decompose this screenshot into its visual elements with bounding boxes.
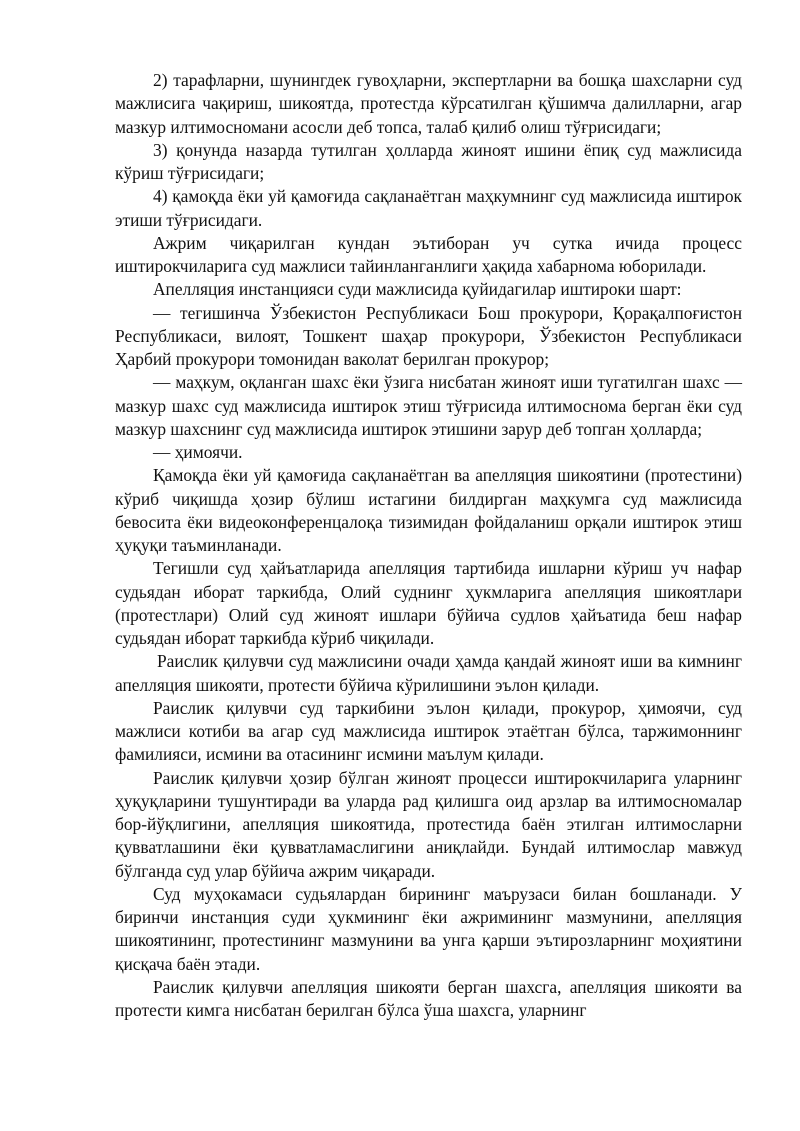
paragraph-dash-convict: — маҳкум, оқланган шахс ёки ўзига нисбатан жиноят иши тугатилган шахс — мазкур шахс суд мажлисида иштирок этиш тўғрисида илтимосномa берган ёки суд мазкур шахснинг суд мажлисида иштирок этишини зарур деб топган ҳолларда;: [115, 372, 742, 439]
paragraph-item-2: 2) тарафларни, шунингдек гувоҳларни, экспертларни ва бошқа шахсларни суд мажлисига чақириш, шикоятда, протестда кўрсатилган қўшимча далилларни, агар мазкур илтимосномани асосли деб топса, талаб қилиб олиш тўғрисидаги;: [115, 70, 742, 137]
document-page: [115, 69, 742, 1022]
paragraph-opening: Раислик қилувчи суд мажлисини очади ҳамда қандай жиноят иши ва кимнинг апелляция шикояти, протести бўйича кўрилишини эълон қилади.: [115, 651, 742, 695]
paragraph-participation-required: Апелляция инстанцияси суди мажлисида қуйидагилар иштироки шарт:: [153, 279, 682, 300]
paragraph-notification: Ажрим чиқарилган кундан эътиборан уч сутка ичида процесс иштирокчиларига суд мажлиси тайинланганлиги ҳақида хабарнома юборилади.: [115, 232, 742, 276]
paragraph-dash-prosecutor: — тегишинча Ўзбекистон Республикаси Бош прокурори, Қорақалпоғистон Республикаси, вилоят, Тошкент шаҳар прокурори, Ўзбекистон Республикаси Ҳарбий прокурори томонидан ваколат берилган прокурор;: [115, 302, 742, 369]
paragraph-court-composition: Тегишли суд ҳайъатларида апелляция тартибида ишларни кўриш уч нафар судьядан иборат таркибда, Олий суднинг ҳукмларига апелляция шикоятлари (протестлари) Олий суд жиноят ишлари бўйича судлов ҳайъатида беш нафар судьядан иборат таркибда кўриб чиқилади.: [115, 558, 742, 648]
paragraph-item-3: 3) қонунда назарда тутилган ҳолларда жиноят ишини ёпиқ суд мажлисида кўриш тўғрисидаги;: [115, 139, 742, 183]
paragraph-report: Суд муҳокамаси судьялардан бирининг маърузаси билан бошланади. У биринчи инстанция суди ҳукмининг ёки ажримининг мазмунини, апелляция шикоятининг, протестининг мазмунини ва унга қарши эътирозларнинг моҳиятини қисқача баён этади.: [115, 883, 742, 974]
paragraph-presiding-continues: Раислик қилувчи апелляция шикояти берган шахсга, апелляция шикояти ва протести кимга нисбатан берилган бўлса ўша шахсга, уларнинг: [115, 976, 742, 1020]
paragraph-rights-explanation: Раислик қилувчи ҳозир бўлган жиноят процесси иштирокчиларига уларнинг ҳуқуқларини тушунтиради ва уларда рад қилишга оид арзлар ва илтимосномалар бор-йўқлигини, апелляция шикоятида, протестида баён этилган илтимосларни қувватлашини ёки қувватламаслигини аниқлайди. Бундай илтимослар мавжуд бўлганда суд улар бўйича ажрим чиқаради.: [115, 767, 742, 881]
paragraph-announce-composition: Раислик қилувчи суд таркибини эълон қилади, прокурор, ҳимоячи, суд мажлиси котиби ва агар суд мажлисида иштирок этаётган бўлса, таржимоннинг фамилияси, исмини ва отасининг исмини маълум қилади.: [115, 697, 742, 765]
paragraph-video-conference: Қамоқда ёки уй қамоғида сақланаётган ва апелляция шикоятини (протестини) кўриб чиқишда ҳозир бўлиш истагини билдирган маҳкумга суд мажлисида бевосита ёки видеоконференцалоқа тизимидан фойдаланиш орқали иштирок этиш ҳуқуқи таъминланади.: [115, 465, 742, 555]
paragraph-dash-defender: — ҳимоячи.: [153, 442, 243, 462]
paragraph-item-4: 4) қамоқда ёки уй қамоғида сақланаётган маҳкумнинг суд мажлисида иштирок этиши тўғрисидаги.: [115, 186, 742, 230]
